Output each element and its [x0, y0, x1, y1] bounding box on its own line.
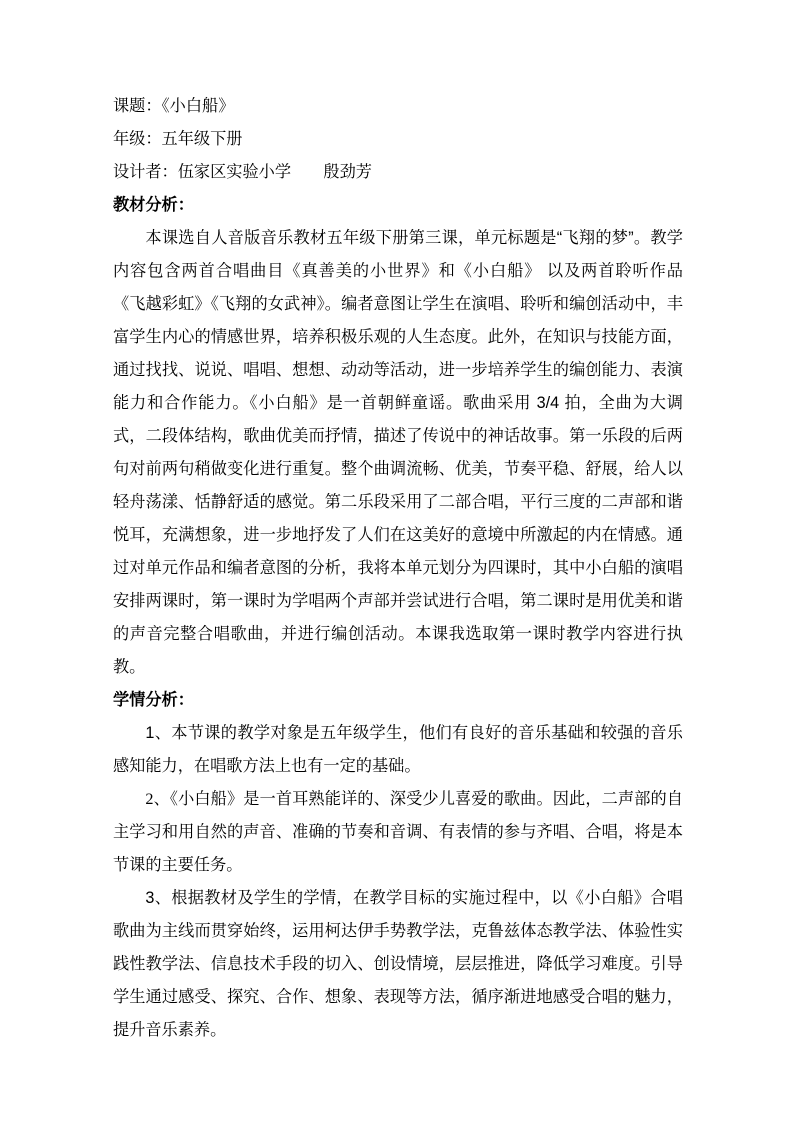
section-heading-student-analysis: 学情分析：	[113, 691, 194, 709]
student-analysis-item-2: 2、《小白船》是一首耳熟能详的、深受少儿喜爱的歌曲。因此，二声部的自主学习和用自然的声音、准确的节奏和音调、有表情的参与齐唱、合唱，将是本节课的主要任务。	[113, 790, 683, 874]
student-analysis-item-3: 3、根据教材及学生的学情，在教学目标的实施过程中，以《小白船》合唱歌曲为主线而贯穿始终，运用柯达伊手势教学法，克鲁兹体态教学法、体验性实践性教学法、信息技术手段的切入、创设情境，层层推进，降低学习难度。引导学生通过感受、探究、合作、想象、表现等方法，循序渐进地感受合唱的魅力，提升音乐素养。	[113, 889, 683, 1039]
textbook-analysis-paragraph: 本课选自人音版音乐教材五年级下册第三课，单元标题是“飞翔的梦”。教学内容包含两首合唱曲目《真善美的小世界》和《小白船》 以及两首聆听作品《飞越彩虹》《飞翔的女武神》。编者意图让学生在演唱、聆听和编创活动中，丰富学生内心的情感世界，培养积极乐观的人生态度。此外，在知识与技能方面，通过找找、说说、唱唱、想想、动动等活动，进一步培养学生的编创能力、表演能力和合作能力。《小白船》是一首朝鲜童谣。歌曲采用 3/4 拍，全曲为大调式，二段体结构，歌曲优美而抒情，描述了传说中的神话故事。第一乐段的后两句对前两句稍做变化进行重复。整个曲调流畅、优美，节奏平稳、舒展，给人以轻舟荡漾、恬静舒适的感觉。第二乐段采用了二部合唱，平行三度的二声部和谐悦耳，充满想象，进一步地抒发了人们在这美好的意境中所激起的内在情感。通过对单元作品和编者意图的分析，我将本单元划分为四课时，其中小白船的演唱安排两课时，第一课时为学唱两个声部并尝试进行合唱，第二课时是用优美和谐的声音完整合唱歌曲，并进行编创活动。本课我选取第一课时教学内容进行执教。	[113, 229, 683, 676]
section-heading-textbook-analysis: 教材分析：	[113, 196, 194, 214]
grade-line: 年级：五年级下册	[113, 130, 243, 148]
course-title-line: 课题：《小白船》	[113, 97, 235, 115]
document-content	[113, 90, 683, 1047]
student-analysis-item-1: 1、本节课的教学对象是五年级学生，他们有良好的音乐基础和较强的音乐感知能力，在唱歌方法上也有一定的基础。	[113, 724, 683, 775]
designer-line: 设计者：伍家区实验小学 殷劲芳	[113, 163, 372, 181]
